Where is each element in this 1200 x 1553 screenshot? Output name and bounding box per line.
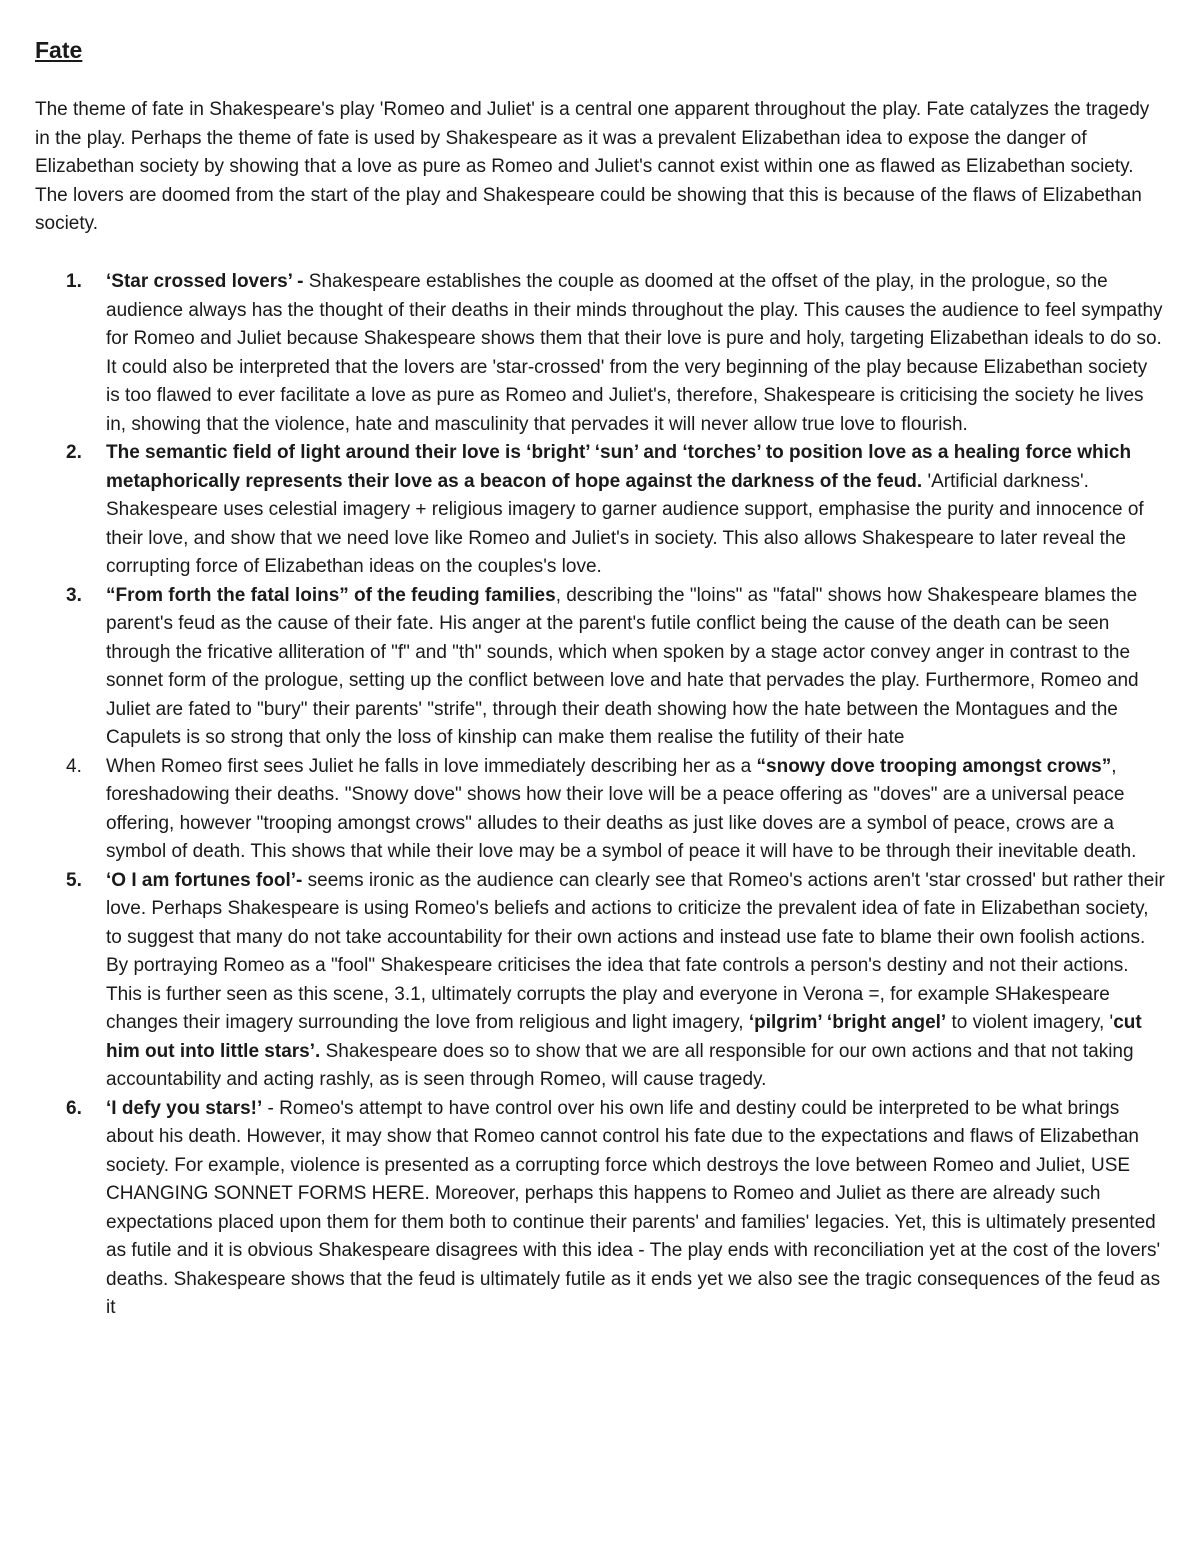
item-text: seems ironic as the audience can clearly see that Romeo's actions aren't 'star crossed' but rather their love. Perhaps Shakespeare is using Romeo's beliefs and actions to criticize the prevalent idea of fate in Elizabethan society, to suggest that many do not take accountability for their own actions and instead use fate to blame their own foolish actions. By portraying Romeo as a "fool" Shakespeare criticises the idea that fate controls a person's destiny and not their actions. This is further seen as this scene, 3.1, ultimately corrupts the play and everyone in Verona =, for example SHakespeare changes their imagery surrounding the love from religious and light imagery,: [106, 869, 1165, 1033]
document-title: Fate: [35, 37, 83, 63]
list-item-4: [0, 753, 1200, 867]
numbered-list: [0, 268, 1200, 1323]
quote-bold: cut him out into little stars’.: [106, 1012, 1142, 1062]
list-item-5: [0, 867, 1200, 1095]
item-text: Shakespeare does so to show that we are all responsible for our own actions and that not taking accountability and acting rashly, as is seen through Romeo, will cause tragedy.: [106, 1040, 1134, 1090]
quote-bold: ‘I defy you stars!’: [106, 1097, 263, 1119]
list-item-1: [0, 268, 1200, 439]
intro-paragraph: The theme of fate in Shakespeare's play 'Romeo and Juliet' is a central one apparent throughout the play. Fate catalyzes the tragedy in the play. Perhaps the theme of fate is used by Shakespeare as it was a prevalent Elizabethan idea to expose the danger of Elizabethan society by showing that a love as pure as Romeo and Juliet's cannot exist within one as flawed as Elizabethan society. The lovers are doomed from the start of the play and Shakespeare could be showing that this is because of the flaws of Elizabethan society.: [35, 99, 1150, 234]
item-text: , describing the "loins" as "fatal" shows how Shakespeare blames the parent's feud as the cause of their fate. His anger at the parent's futile conflict being the cause of the death can be seen through the fricative alliteration of "f" and "th" sounds, which when spoken by a stage actor convey anger in contrast to the sonnet form of the prologue, setting up the conflict between love and hate that pervades the play. Furthermore, Romeo and Juliet are fated to "bury" their parents' "strife", through their death showing how the hate between the Montagues and the Capulets is so strong that only the loss of kinship can make them realise the futility of their hate: [106, 584, 1139, 748]
quote-bold: The semantic field of light around their love is ‘bright’ ‘sun’ and ‘torches’ to position love as a healing force which metaphorically represents their love as a beacon of hope against the darkness of the feud.: [106, 442, 1132, 492]
item-text: , foreshadowing their deaths. "Snowy dove" shows how their love will be a peace offering as "doves" are a universal peace offering, however "trooping amongst crows" alludes to their deaths as just like doves are a symbol of peace, crows are a symbol of death. This shows that while their love may be a symbol of peace it will have to be through their inevitable death.: [106, 755, 1137, 862]
quote-bold: ‘pilgrim’ ‘bright angel’: [748, 1012, 947, 1033]
list-number: 6.: [66, 1097, 82, 1119]
list-item-3: [0, 582, 1200, 753]
quote-bold: ‘O I am fortunes fool’-: [106, 869, 303, 891]
item-text: to violent imagery, ': [946, 1012, 1114, 1033]
quote-bold: “From forth the fatal loins” of the feuding families: [106, 584, 556, 606]
item-text-lead: When Romeo first sees Juliet he falls in love immediately describing her as a: [106, 755, 757, 777]
list-number: 2.: [66, 442, 82, 463]
item-text: Shakespeare establishes the couple as doomed at the offset of the play, in the prologue, so the audience always has the thought of their deaths in their minds throughout the play. This causes the audience to feel sympathy for Romeo and Juliet because Shakespeare shows them that their love is pure and holy, targeting Elizabethan ideals to do so. It could also be interpreted that the lovers are 'star-crossed' from the very beginning of the play because Elizabethan society is too flawed to ever facilitate a love as pure as Romeo and Juliet's, therefore, Shakespeare is criticising the society he lives in, showing that the violence, hate and masculinity that pervades it will never allow true love to flourish.: [106, 271, 1163, 435]
list-number: 5.: [66, 869, 82, 891]
list-item-6: [0, 1095, 1200, 1323]
list-number: 4.: [66, 755, 82, 777]
quote-bold: “snowy dove trooping amongst crows”: [756, 755, 1112, 777]
item-text: - Romeo's attempt to have control over his own life and destiny could be interpreted to be what brings about his death. However, it may show that Romeo cannot control his fate due to the expectations and flaws of Elizabethan society. For example, violence is presented as a corrupting force which destroys the love between Romeo and Juliet, USE CHANGING SONNET FORMS HERE. Moreover, perhaps this happens to Romeo and Juliet as there are already such expectations placed upon them for them both to continue their parents' and families' legacies. Yet, this is ultimately presented as futile and it is obvious Shakespeare disagrees with this idea - The play ends with reconciliation yet at the cost of the lovers' deaths. Shakespeare shows that the feud is ultimately futile as it ends yet we also see the tragic consequences of the feud as it: [106, 1097, 1161, 1318]
list-number: 1.: [66, 271, 82, 292]
list-item-2: [0, 439, 1200, 582]
item-text: 'Artificial darkness'. Shakespeare uses celestial imagery + religious imagery to garner audience support, emphasise the purity and innocence of their love, and show that we need love like Romeo and Juliet's in society. This also allows Shakespeare to later reveal the corrupting force of Elizabethan ideas on the couples's love.: [106, 470, 1144, 577]
list-number: 3.: [66, 584, 82, 606]
quote-bold: ‘Star crossed lovers’ -: [106, 271, 304, 292]
